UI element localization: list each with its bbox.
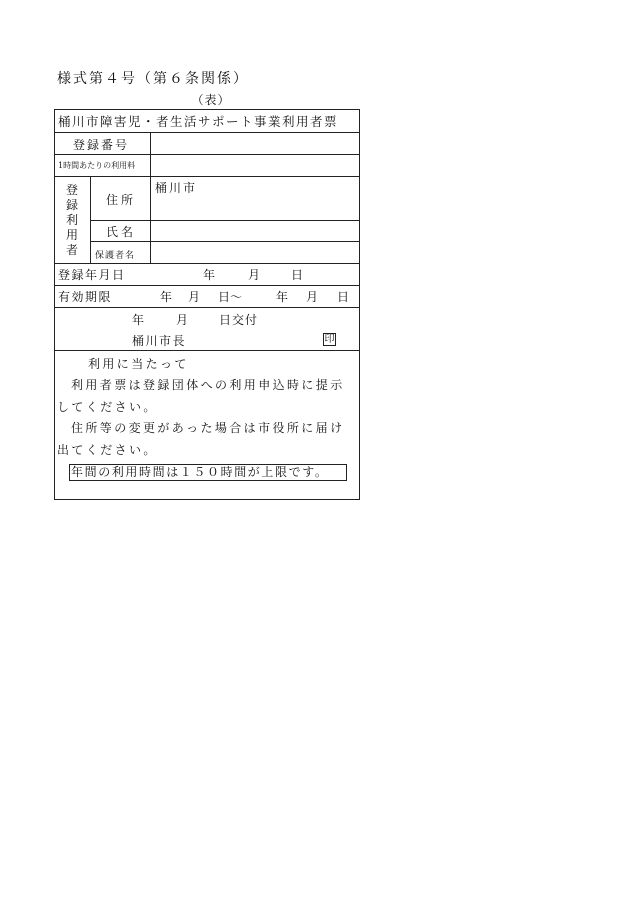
registration-year: 年 [203,268,216,282]
row-divider [55,263,359,264]
registration-month: 月 [248,268,261,282]
notes-heading: 利用に当たって [88,357,189,371]
registration-number-field[interactable] [151,133,359,154]
form-side-label: （表） [191,93,231,107]
row-divider [55,285,359,286]
validity-start-month: 月 [188,290,201,304]
validity-end-month: 月 [306,290,319,304]
mayor-label: 桶川市長 [132,334,187,348]
issue-month: 月 [176,313,189,327]
notes-line: してください。 [57,400,158,414]
row-divider [55,307,359,308]
guardian-label: 保護者名 [95,251,136,261]
validity-end-day: 日 [337,290,350,304]
guardian-field[interactable] [151,242,359,263]
seal-icon: 印 [324,334,335,345]
hourly-fee-field[interactable] [151,155,359,176]
notes-line: 住所等の変更があった場合は市役所に届け [71,421,345,435]
hourly-fee-label: 1時間あたりの利用料 [58,161,136,170]
registered-user-label: 登 録 利 用 者 [65,183,78,257]
issue-day: 日交付 [219,313,259,327]
address-label: 住所 [106,193,137,207]
registration-date-label: 登録年月日 [58,268,126,282]
issue-year: 年 [132,313,145,327]
validity-label: 有効期限 [58,290,113,304]
validity-start-year: 年 [160,290,173,304]
name-label: 氏名 [106,225,137,239]
column-divider [90,176,91,263]
card-heading: 桶川市障害児・者生活サポート事業利用者票 [58,114,339,129]
name-field[interactable] [151,221,359,241]
notes-line: 利用者票は登録団体への利用申込時に提示 [71,378,345,392]
user-card [54,109,360,500]
address-value[interactable]: 桶川市 [155,181,198,195]
registration-day: 日 [291,268,304,282]
row-divider [55,350,359,351]
validity-start-day: 日～ [218,290,243,304]
notes-line: 出てください。 [57,443,158,457]
row-divider [55,176,359,177]
form-title: 様式第４号（第６条関係） [57,71,249,87]
validity-end-year: 年 [276,290,289,304]
annual-limit-notice: 年間の利用時間は１５０時間が上限です。 [69,464,347,481]
registration-number-label: 登録番号 [73,138,130,152]
